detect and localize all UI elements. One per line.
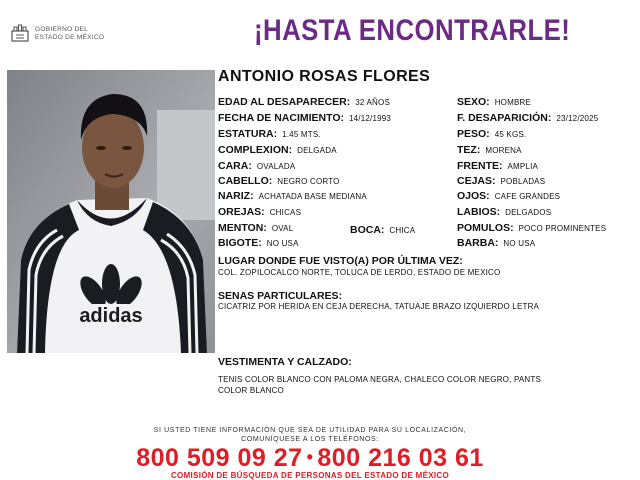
field-cabello xyxy=(218,175,340,188)
field-label: COMPLEXION: xyxy=(218,144,293,156)
field-value: DELGADOS xyxy=(505,208,552,217)
field-label: FECHA DE NACIMIENTO: xyxy=(218,112,344,124)
field-menton xyxy=(218,222,293,235)
field-label: OJOS: xyxy=(457,190,490,202)
field-value: 14/12/1993 xyxy=(349,114,392,123)
field-value: 32 AÑOS xyxy=(355,98,390,107)
field-label: NARIZ: xyxy=(218,190,254,202)
field-value: MORENA xyxy=(485,146,522,155)
field-boca xyxy=(350,224,415,237)
field-value: HOMBRE xyxy=(494,98,532,107)
field-complexion xyxy=(218,144,337,157)
phone-number-1[interactable]: 800 509 09 27 xyxy=(136,444,303,472)
field-label: CABELLO: xyxy=(218,175,273,187)
field-pomulos xyxy=(457,222,606,235)
contact-info-line1: SI USTED TIENE INFORMACIÓN QUE SEA DE UTILIDAD PARA SU LOCALIZACIÓN, xyxy=(153,427,467,434)
field-label: SEXO: xyxy=(457,96,490,108)
field-label: EDAD AL DESAPARECER: xyxy=(218,96,351,108)
field-nacimiento xyxy=(218,112,391,125)
field-label: MENTON: xyxy=(218,222,267,234)
clothing-label: VESTIMENTA Y CALZADO: xyxy=(218,356,352,368)
field-orejas xyxy=(218,206,301,219)
field-value: DELGADA xyxy=(297,146,337,155)
field-label: F. DESAPARICIÓN: xyxy=(457,112,552,124)
clothing-value-line1: TENIS COLOR BLANCO CON PALOMA NEGRA, CHALECO COLOR NEGRO, PANTS xyxy=(218,375,542,384)
field-label: LABIOS: xyxy=(457,206,501,218)
field-value: 1.45 MTS. xyxy=(282,130,321,139)
field-value: 23/12/2025 xyxy=(556,114,599,123)
field-label: CARA: xyxy=(218,160,252,172)
adidas-logo-text: adidas xyxy=(79,305,143,327)
field-bigote xyxy=(218,237,299,250)
headline: ¡HASTA ENCONTRARLE! xyxy=(254,14,571,47)
field-ojos xyxy=(457,190,560,203)
logo-text-line1: GOBIERNO DEL xyxy=(35,26,89,33)
field-label: BIGOTE: xyxy=(218,237,262,249)
person-name: ANTONIO ROSAS FLORES xyxy=(218,68,431,85)
field-label: FRENTE: xyxy=(457,160,503,172)
phone-numbers xyxy=(0,444,620,473)
field-nariz xyxy=(218,190,367,203)
clothing-value-line2: COLOR BLANCO xyxy=(218,386,284,395)
field-frente xyxy=(457,160,538,173)
field-label: ESTATURA: xyxy=(218,128,278,140)
distinguishing-marks-label: SENAS PARTICULARES: xyxy=(218,290,343,302)
field-value: POCO PROMINENTES xyxy=(518,224,607,233)
field-label: PESO: xyxy=(457,128,490,140)
field-value: POBLADAS xyxy=(500,177,546,186)
field-cejas xyxy=(457,175,545,188)
logo-text-line2: ESTADO DE MÉXICO xyxy=(35,34,105,41)
field-tez xyxy=(457,144,522,157)
field-value: 45 KGS. xyxy=(494,130,527,139)
field-value: CHICA xyxy=(389,226,416,235)
distinguishing-marks-value: CICATRIZ POR HERIDA EN CEJA DERECHA, TATUAJE BRAZO IZQUIERDO LETRA xyxy=(218,302,540,311)
field-value: CHICAS xyxy=(269,208,302,217)
field-peso xyxy=(457,128,526,141)
field-barba xyxy=(457,237,535,250)
last-seen-value: COL. ZOPILOCALCO NORTE, TOLUCA DE LERDO, ESTADO DE MEXICO xyxy=(218,268,501,277)
field-estatura xyxy=(218,128,321,141)
field-cara xyxy=(218,160,295,173)
field-value: ACHATADA BASE MEDIANA xyxy=(258,192,367,201)
field-value: NO USA xyxy=(266,239,299,248)
coat-of-arms-icon xyxy=(10,22,30,42)
field-value: OVALADA xyxy=(256,162,296,171)
field-desaparicion xyxy=(457,112,598,125)
field-value: CAFE GRANDES xyxy=(494,192,561,201)
field-labios xyxy=(457,206,551,219)
commission-name: COMISIÓN DE BÚSQUEDA DE PERSONAS DEL ESTADO DE MÉXICO xyxy=(170,471,449,480)
last-seen-label: LUGAR DONDE FUE VISTO(A) POR ÚLTIMA VEZ: xyxy=(218,255,463,267)
field-label: POMULOS: xyxy=(457,222,514,234)
field-edad xyxy=(218,96,390,109)
field-value: NO USA xyxy=(503,239,536,248)
field-sexo xyxy=(457,96,531,109)
field-value: AMPLIA xyxy=(507,162,539,171)
field-label: OREJAS: xyxy=(218,206,265,218)
phone-number-2[interactable]: 800 216 03 61 xyxy=(317,444,484,472)
field-label: BOCA: xyxy=(350,224,385,236)
field-value: OVAL xyxy=(271,224,294,233)
field-label: CEJAS: xyxy=(457,175,496,187)
missing-person-photo xyxy=(7,70,215,353)
contact-info-line2: COMUNÍQUESE A LOS TELÉFONOS: xyxy=(241,436,379,443)
state-government-logo xyxy=(10,22,130,44)
field-label: BARBA: xyxy=(457,237,499,249)
separator-dot: • xyxy=(306,447,314,467)
field-label: TEZ: xyxy=(457,144,481,156)
field-value: NEGRO CORTO xyxy=(277,177,340,186)
